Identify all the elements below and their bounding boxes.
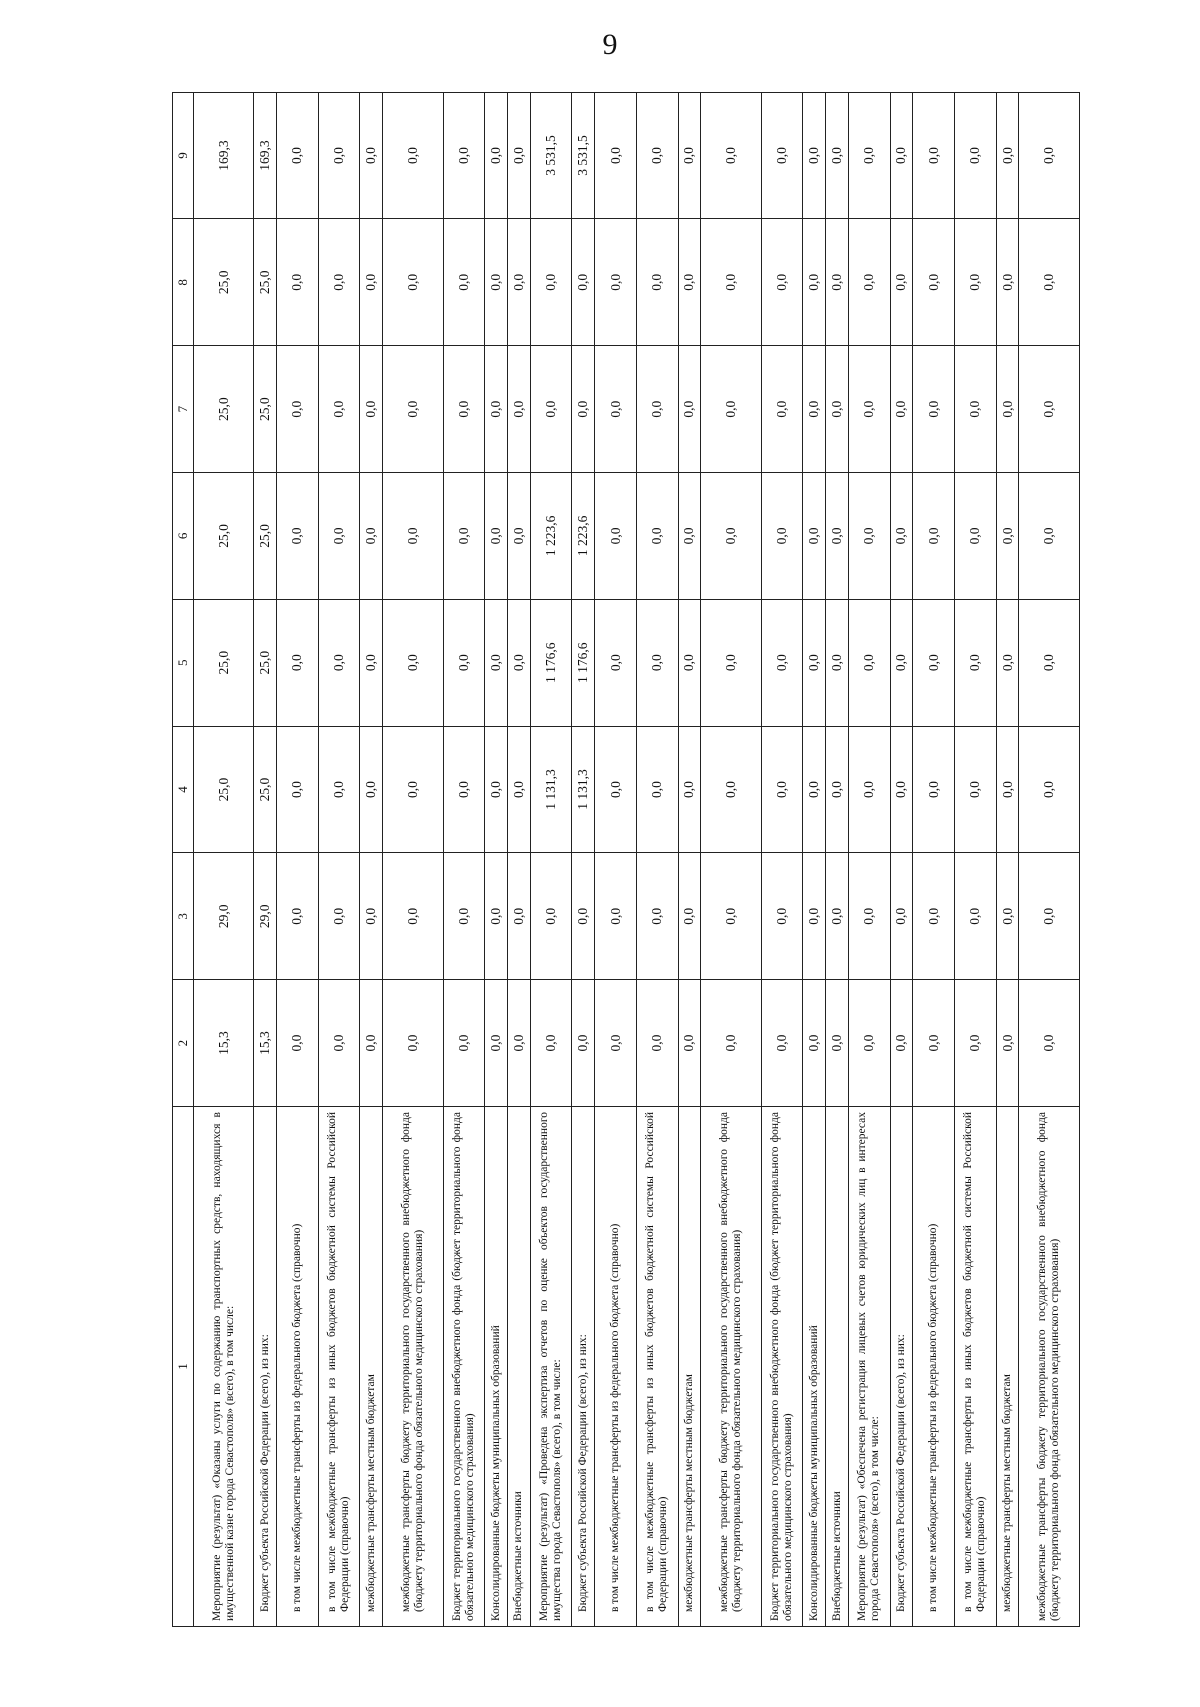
cell-value: 0,0 xyxy=(701,980,761,1107)
cell-value: 0,0 xyxy=(1019,219,1080,346)
cell-value: 0,0 xyxy=(913,599,955,726)
cell-value: 0,0 xyxy=(636,980,678,1107)
cell-value: 0,0 xyxy=(1019,473,1080,600)
cell-value: 0,0 xyxy=(485,853,508,980)
table-row xyxy=(595,92,637,1626)
cell-value: 0,0 xyxy=(360,599,383,726)
cell-value: 0,0 xyxy=(383,219,443,346)
table-row xyxy=(530,92,572,1626)
cell-value: 0,0 xyxy=(955,980,997,1107)
cell-value: 0,0 xyxy=(701,599,761,726)
cell-value: 0,0 xyxy=(508,853,531,980)
row-label: Мероприятие (результат) «Проведена экспертиза отчетов по оценке объектов государственного имущества города Севастополя» (всего), в том числе: xyxy=(530,1107,572,1627)
row-label: межбюджетные трансферты бюджету территориального государственного внебюджетного фонда (бюджету территориального фонда обязательного медицинского страхования) xyxy=(1019,1107,1080,1627)
row-label: межбюджетные трансферты бюджету территориального государственного внебюджетного фонда (бюджету территориального фонда обязательного медицинского страхования) xyxy=(383,1107,443,1627)
cell-value: 0,0 xyxy=(530,346,572,473)
column-header-6: 6 xyxy=(173,473,194,600)
cell-value: 0,0 xyxy=(636,853,678,980)
column-header-2: 2 xyxy=(173,980,194,1107)
row-label: Внебюджетные источники xyxy=(826,1107,849,1627)
cell-value: 0,0 xyxy=(826,726,849,853)
cell-value: 25,0 xyxy=(254,219,277,346)
cell-value: 0,0 xyxy=(383,346,443,473)
cell-value: 0,0 xyxy=(572,980,595,1107)
row-label: Бюджет субъекта Российской Федерации (всего), из них: xyxy=(572,1107,595,1627)
cell-value: 1 131,3 xyxy=(572,726,595,853)
cell-value: 0,0 xyxy=(701,346,761,473)
cell-value: 0,0 xyxy=(318,92,360,219)
cell-value: 0,0 xyxy=(803,219,826,346)
page-number: 9 xyxy=(602,28,618,61)
cell-value: 0,0 xyxy=(890,726,913,853)
cell-value: 0,0 xyxy=(803,473,826,600)
cell-value: 0,0 xyxy=(761,599,803,726)
column-header-3: 3 xyxy=(173,853,194,980)
row-label: межбюджетные трансферты местным бюджетам xyxy=(996,1107,1019,1627)
cell-value: 0,0 xyxy=(508,346,531,473)
cell-value: 0,0 xyxy=(277,726,319,853)
cell-value: 0,0 xyxy=(913,853,955,980)
cell-value: 0,0 xyxy=(996,346,1019,473)
table-row xyxy=(678,92,701,1626)
row-label: Бюджет субъекта Российской Федерации (всего), из них: xyxy=(254,1107,277,1627)
cell-value: 0,0 xyxy=(485,726,508,853)
cell-value: 0,0 xyxy=(826,346,849,473)
cell-value: 0,0 xyxy=(360,980,383,1107)
row-label: в том числе межбюджетные трансферты из иных бюджетов бюджетной системы Российской Федерации (справочно) xyxy=(318,1107,360,1627)
table-row xyxy=(508,92,531,1626)
row-label: в том числе межбюджетные трансферты из федерального бюджета (справочно) xyxy=(277,1107,319,1627)
row-label: Мероприятие (результат) «Оказаны услуги по содержанию транспортных средств, находящихся в имущественной казне города Севастополя» (всего), в том числе: xyxy=(194,1107,254,1627)
row-label: Консолидированные бюджеты муниципальных образований xyxy=(485,1107,508,1627)
column-header-8: 8 xyxy=(173,219,194,346)
cell-value: 3 531,5 xyxy=(572,92,595,219)
table-row xyxy=(360,92,383,1626)
cell-value: 0,0 xyxy=(360,346,383,473)
cell-value: 0,0 xyxy=(761,92,803,219)
cell-value: 1 223,6 xyxy=(572,473,595,600)
cell-value: 25,0 xyxy=(254,346,277,473)
cell-value: 0,0 xyxy=(848,726,890,853)
column-header-1: 1 xyxy=(173,1107,194,1627)
cell-value: 0,0 xyxy=(318,853,360,980)
cell-value: 0,0 xyxy=(318,599,360,726)
cell-value: 0,0 xyxy=(508,599,531,726)
cell-value: 0,0 xyxy=(826,219,849,346)
cell-value: 0,0 xyxy=(485,219,508,346)
column-header-9: 9 xyxy=(173,92,194,219)
cell-value: 0,0 xyxy=(848,346,890,473)
cell-value: 0,0 xyxy=(996,92,1019,219)
table-row xyxy=(1019,92,1080,1626)
cell-value: 0,0 xyxy=(848,853,890,980)
cell-value: 0,0 xyxy=(761,726,803,853)
cell-value: 0,0 xyxy=(761,853,803,980)
cell-value: 0,0 xyxy=(913,219,955,346)
cell-value: 0,0 xyxy=(572,346,595,473)
table-row xyxy=(803,92,826,1626)
cell-value: 0,0 xyxy=(277,599,319,726)
cell-value: 15,3 xyxy=(254,980,277,1107)
cell-value: 0,0 xyxy=(595,92,637,219)
cell-value: 0,0 xyxy=(595,599,637,726)
cell-value: 0,0 xyxy=(826,980,849,1107)
cell-value: 0,0 xyxy=(803,599,826,726)
cell-value: 25,0 xyxy=(194,599,254,726)
cell-value: 0,0 xyxy=(913,726,955,853)
table-row xyxy=(996,92,1019,1626)
cell-value: 0,0 xyxy=(955,726,997,853)
cell-value: 25,0 xyxy=(254,726,277,853)
row-label: Внебюджетные источники xyxy=(508,1107,531,1627)
cell-value: 0,0 xyxy=(485,346,508,473)
cell-value: 0,0 xyxy=(826,473,849,600)
row-label: в том числе межбюджетные трансферты из федерального бюджета (справочно) xyxy=(595,1107,637,1627)
cell-value: 0,0 xyxy=(277,473,319,600)
cell-value: 25,0 xyxy=(254,473,277,600)
cell-value: 0,0 xyxy=(508,726,531,853)
table-row xyxy=(443,92,485,1626)
cell-value: 0,0 xyxy=(826,92,849,219)
cell-value: 0,0 xyxy=(443,92,485,219)
cell-value: 0,0 xyxy=(443,726,485,853)
cell-value: 0,0 xyxy=(996,473,1019,600)
cell-value: 169,3 xyxy=(254,92,277,219)
cell-value: 0,0 xyxy=(890,980,913,1107)
cell-value: 0,0 xyxy=(955,473,997,600)
cell-value: 0,0 xyxy=(485,980,508,1107)
cell-value: 0,0 xyxy=(383,980,443,1107)
cell-value: 0,0 xyxy=(678,219,701,346)
cell-value: 0,0 xyxy=(485,599,508,726)
rotated-table-container xyxy=(172,92,1080,1627)
cell-value: 0,0 xyxy=(485,473,508,600)
cell-value: 0,0 xyxy=(1019,980,1080,1107)
row-label: в том числе межбюджетные трансферты из иных бюджетов бюджетной системы Российской Федерации (справочно) xyxy=(955,1107,997,1627)
row-label: Бюджет территориального государственного внебюджетного фонда (бюджет территориального фонда обязательного медицинского страхования) xyxy=(443,1107,485,1627)
cell-value: 0,0 xyxy=(530,853,572,980)
cell-value: 0,0 xyxy=(761,473,803,600)
cell-value: 0,0 xyxy=(890,346,913,473)
cell-value: 0,0 xyxy=(803,726,826,853)
cell-value: 0,0 xyxy=(996,726,1019,853)
cell-value: 0,0 xyxy=(678,726,701,853)
cell-value: 0,0 xyxy=(996,219,1019,346)
cell-value: 0,0 xyxy=(360,726,383,853)
cell-value: 0,0 xyxy=(443,980,485,1107)
cell-value: 0,0 xyxy=(383,853,443,980)
cell-value: 0,0 xyxy=(508,219,531,346)
table-row xyxy=(955,92,997,1626)
cell-value: 0,0 xyxy=(803,853,826,980)
cell-value: 0,0 xyxy=(848,980,890,1107)
cell-value: 0,0 xyxy=(678,599,701,726)
cell-value: 0,0 xyxy=(443,853,485,980)
cell-value: 0,0 xyxy=(383,599,443,726)
cell-value: 0,0 xyxy=(913,346,955,473)
cell-value: 0,0 xyxy=(890,473,913,600)
cell-value: 0,0 xyxy=(996,853,1019,980)
cell-value: 0,0 xyxy=(277,346,319,473)
cell-value: 0,0 xyxy=(572,853,595,980)
cell-value: 15,3 xyxy=(194,980,254,1107)
cell-value: 0,0 xyxy=(485,92,508,219)
row-label: Бюджет территориального государственного внебюджетного фонда (бюджет территориального фонда обязательного медицинского страхования) xyxy=(761,1107,803,1627)
cell-value: 0,0 xyxy=(996,980,1019,1107)
cell-value: 0,0 xyxy=(913,92,955,219)
cell-value: 0,0 xyxy=(595,853,637,980)
cell-value: 0,0 xyxy=(383,92,443,219)
cell-value: 0,0 xyxy=(678,980,701,1107)
cell-value: 0,0 xyxy=(803,346,826,473)
table-row xyxy=(890,92,913,1626)
cell-value: 0,0 xyxy=(360,853,383,980)
cell-value: 0,0 xyxy=(848,599,890,726)
cell-value: 0,0 xyxy=(913,473,955,600)
cell-value: 0,0 xyxy=(701,92,761,219)
cell-value: 0,0 xyxy=(955,92,997,219)
cell-value: 0,0 xyxy=(530,219,572,346)
cell-value: 0,0 xyxy=(318,346,360,473)
cell-value: 0,0 xyxy=(701,219,761,346)
cell-value: 0,0 xyxy=(383,473,443,600)
cell-value: 169,3 xyxy=(194,92,254,219)
row-label: Мероприятие (результат) «Обеспечена регистрация лицевых счетов юридических лиц в интересах города Севастополя» (всего), в том числе: xyxy=(848,1107,890,1627)
cell-value: 0,0 xyxy=(443,219,485,346)
cell-value: 0,0 xyxy=(890,219,913,346)
cell-value: 0,0 xyxy=(826,599,849,726)
cell-value: 0,0 xyxy=(678,853,701,980)
cell-value: 0,0 xyxy=(996,599,1019,726)
table-row xyxy=(194,92,254,1626)
cell-value: 0,0 xyxy=(955,219,997,346)
cell-value: 0,0 xyxy=(572,219,595,346)
cell-value: 1 223,6 xyxy=(530,473,572,600)
cell-value: 0,0 xyxy=(890,853,913,980)
cell-value: 0,0 xyxy=(318,980,360,1107)
row-label: Консолидированные бюджеты муниципальных образований xyxy=(803,1107,826,1627)
cell-value: 0,0 xyxy=(595,980,637,1107)
cell-value: 0,0 xyxy=(318,219,360,346)
cell-value: 0,0 xyxy=(761,219,803,346)
cell-value: 0,0 xyxy=(913,980,955,1107)
cell-value: 0,0 xyxy=(803,92,826,219)
cell-value: 0,0 xyxy=(848,92,890,219)
table-body xyxy=(194,92,1080,1626)
cell-value: 0,0 xyxy=(678,346,701,473)
cell-value: 25,0 xyxy=(194,473,254,600)
table-header-row xyxy=(173,92,194,1626)
cell-value: 0,0 xyxy=(1019,92,1080,219)
cell-value: 0,0 xyxy=(636,473,678,600)
row-label: межбюджетные трансферты местным бюджетам xyxy=(360,1107,383,1627)
cell-value: 0,0 xyxy=(701,473,761,600)
cell-value: 0,0 xyxy=(530,980,572,1107)
cell-value: 0,0 xyxy=(636,726,678,853)
cell-value: 0,0 xyxy=(360,219,383,346)
cell-value: 0,0 xyxy=(595,219,637,346)
cell-value: 0,0 xyxy=(701,726,761,853)
cell-value: 0,0 xyxy=(277,219,319,346)
table-row xyxy=(254,92,277,1626)
table-row xyxy=(277,92,319,1626)
table-row xyxy=(848,92,890,1626)
cell-value: 0,0 xyxy=(1019,853,1080,980)
cell-value: 25,0 xyxy=(194,346,254,473)
cell-value: 1 131,3 xyxy=(530,726,572,853)
cell-value: 0,0 xyxy=(595,346,637,473)
cell-value: 0,0 xyxy=(443,599,485,726)
row-label: Бюджет субъекта Российской Федерации (всего), из них: xyxy=(890,1107,913,1627)
cell-value: 0,0 xyxy=(636,346,678,473)
table-row xyxy=(761,92,803,1626)
cell-value: 0,0 xyxy=(701,853,761,980)
cell-value: 0,0 xyxy=(277,92,319,219)
budget-table xyxy=(172,92,1080,1627)
column-header-5: 5 xyxy=(173,599,194,726)
cell-value: 0,0 xyxy=(508,92,531,219)
cell-value: 25,0 xyxy=(194,726,254,853)
cell-value: 0,0 xyxy=(848,473,890,600)
cell-value: 25,0 xyxy=(194,219,254,346)
cell-value: 0,0 xyxy=(360,92,383,219)
table-row xyxy=(318,92,360,1626)
cell-value: 29,0 xyxy=(194,853,254,980)
cell-value: 0,0 xyxy=(803,980,826,1107)
cell-value: 0,0 xyxy=(383,726,443,853)
cell-value: 0,0 xyxy=(955,853,997,980)
row-label: межбюджетные трансферты бюджету территориального государственного внебюджетного фонда (бюджету территориального фонда обязательного медицинского страхования) xyxy=(701,1107,761,1627)
cell-value: 3 531,5 xyxy=(530,92,572,219)
column-header-7: 7 xyxy=(173,346,194,473)
cell-value: 0,0 xyxy=(1019,346,1080,473)
cell-value: 0,0 xyxy=(443,473,485,600)
cell-value: 0,0 xyxy=(508,980,531,1107)
table-row xyxy=(701,92,761,1626)
cell-value: 0,0 xyxy=(890,92,913,219)
cell-value: 0,0 xyxy=(595,726,637,853)
cell-value: 0,0 xyxy=(678,473,701,600)
cell-value: 0,0 xyxy=(360,473,383,600)
table-row xyxy=(383,92,443,1626)
cell-value: 0,0 xyxy=(678,92,701,219)
cell-value: 0,0 xyxy=(443,346,485,473)
cell-value: 0,0 xyxy=(761,346,803,473)
cell-value: 0,0 xyxy=(595,473,637,600)
table-row xyxy=(572,92,595,1626)
cell-value: 0,0 xyxy=(318,473,360,600)
cell-value: 29,0 xyxy=(254,853,277,980)
cell-value: 0,0 xyxy=(636,92,678,219)
cell-value: 25,0 xyxy=(254,599,277,726)
cell-value: 0,0 xyxy=(277,853,319,980)
cell-value: 0,0 xyxy=(318,726,360,853)
table-row xyxy=(826,92,849,1626)
row-label: в том числе межбюджетные трансферты из федерального бюджета (справочно) xyxy=(913,1107,955,1627)
table-row xyxy=(485,92,508,1626)
table-row xyxy=(913,92,955,1626)
column-header-4: 4 xyxy=(173,726,194,853)
row-label: межбюджетные трансферты местным бюджетам xyxy=(678,1107,701,1627)
table-row xyxy=(636,92,678,1626)
cell-value: 0,0 xyxy=(826,853,849,980)
cell-value: 0,0 xyxy=(508,473,531,600)
cell-value: 0,0 xyxy=(955,346,997,473)
row-label: в том числе межбюджетные трансферты из иных бюджетов бюджетной системы Российской Федерации (справочно) xyxy=(636,1107,678,1627)
cell-value: 0,0 xyxy=(890,599,913,726)
cell-value: 0,0 xyxy=(277,980,319,1107)
cell-value: 0,0 xyxy=(955,599,997,726)
cell-value: 1 176,6 xyxy=(572,599,595,726)
cell-value: 0,0 xyxy=(636,599,678,726)
cell-value: 0,0 xyxy=(761,980,803,1107)
cell-value: 0,0 xyxy=(848,219,890,346)
cell-value: 1 176,6 xyxy=(530,599,572,726)
cell-value: 0,0 xyxy=(1019,599,1080,726)
cell-value: 0,0 xyxy=(1019,726,1080,853)
cell-value: 0,0 xyxy=(636,219,678,346)
